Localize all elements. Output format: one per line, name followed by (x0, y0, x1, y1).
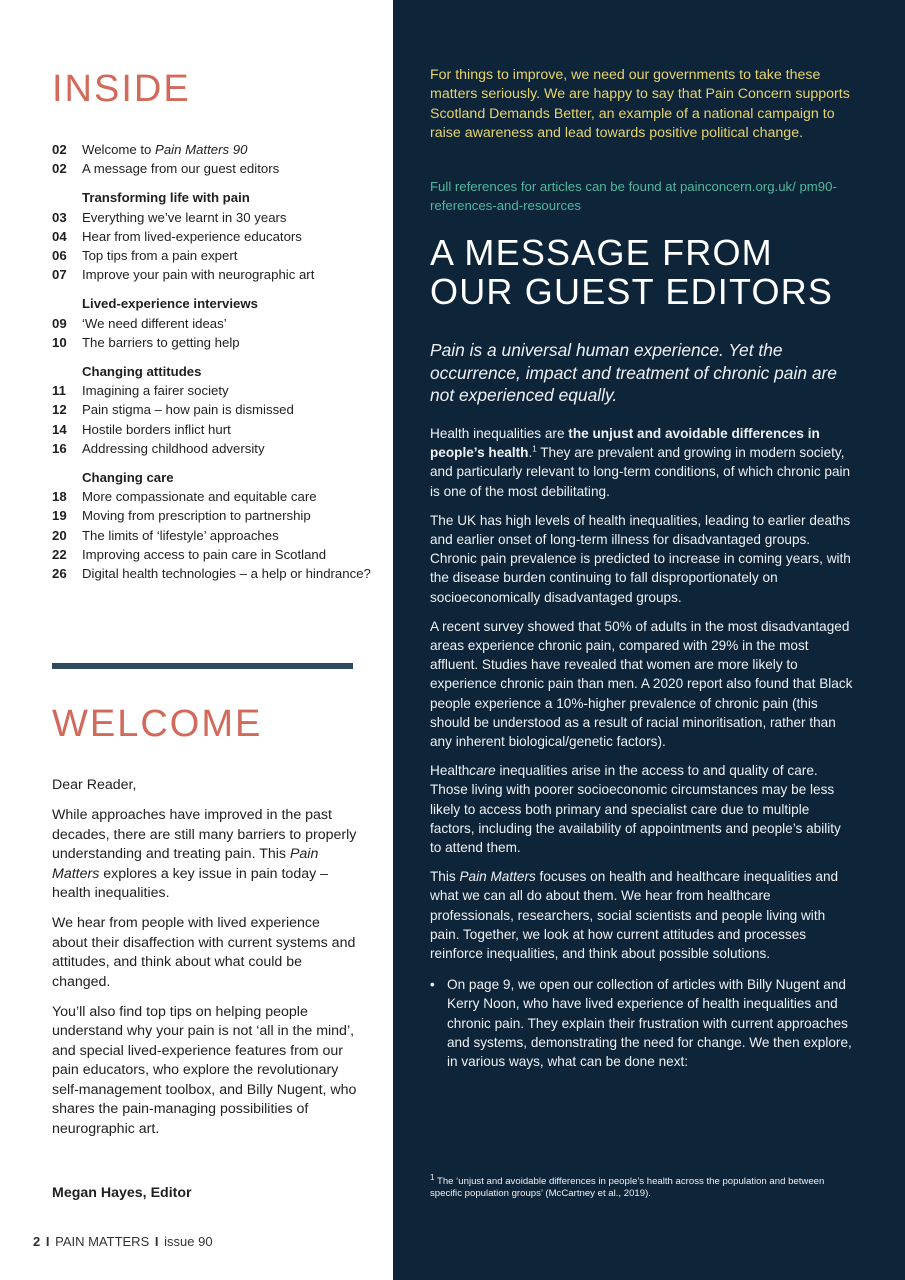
toc-page-number: 22 (52, 546, 67, 562)
toc-item-title: Everything we’ve learnt in 30 years (82, 209, 287, 225)
toc-section-heading: Changing attitudes (82, 364, 202, 380)
toc-item-title: ‘We need different ideas’ (82, 315, 227, 331)
toc-item[interactable] (52, 506, 372, 525)
bullet-icon: • (430, 977, 435, 993)
toc-section-heading: Lived-experience interviews (82, 296, 258, 312)
toc-item[interactable] (52, 400, 372, 419)
toc-item[interactable] (52, 159, 372, 178)
toc-item[interactable] (52, 526, 372, 545)
article-paragraph: The UK has high levels of health inequalities, leading to earlier deaths and earlier onset of long-term illness for disadvantaged groups. Chronic pain prevalence is predicted to increase in coming years, with the disease burden continuing to fall disproportionately on socioeconomically disadvantaged groups. (430, 512, 851, 605)
toc-item-title: A message from our guest editors (82, 161, 280, 177)
toc-item-title: Pain stigma – how pain is dismissed (82, 402, 294, 418)
toc-section-heading: Changing care (82, 470, 174, 486)
lead-paragraph: Pain is a universal human experience. Yet the occurrence, impact and treatment of chronic pain are not experienced equally. (430, 340, 837, 406)
toc-item-title: Moving from prescription to partnership (82, 508, 311, 524)
toc-page-number: 04 (52, 228, 67, 244)
toc-page-number: 10 (52, 334, 67, 350)
toc-page-number: 16 (52, 440, 67, 456)
toc-item-title: The barriers to getting help (82, 334, 240, 350)
toc-item[interactable] (52, 381, 372, 400)
editor-signature: Megan Hayes, Editor (52, 1185, 192, 1201)
magazine-name: PAIN MATTERS (55, 1234, 150, 1249)
toc-page-number: 02 (52, 142, 67, 157)
article-paragraph: Health inequalities are the unjust and avoidable differences in people’s health.$^1$ They are prevalent and growing in modern society, and particularly relevant to long-term conditions, of which chronic pain is one of the most debilitating. (430, 426, 851, 499)
table-of-contents (52, 140, 372, 583)
welcome-paragraph: We hear from people with lived experience about their disaffection with current systems and attitudes, and think about what could be changed. (52, 915, 356, 990)
welcome-paragraph: While approaches have improved in the past decades, there are still many barriers to properly understanding and treating pain. This Pain Matters explores a key issue in pain today – health inequalities. (52, 807, 357, 902)
toc-item[interactable] (52, 246, 372, 265)
toc-page-number: 11 (52, 383, 66, 399)
toc-page-number: 03 (52, 209, 67, 225)
references-link[interactable]: Full references for articles can be found at painconcern.org.uk/ pm90-references-and-resources (430, 179, 837, 213)
toc-page-number: 09 (52, 315, 67, 331)
toc-item[interactable] (52, 333, 372, 352)
toc-item[interactable] (52, 208, 372, 227)
toc-item-title: Digital health technologies – a help or hindrance? (82, 566, 371, 582)
toc-item-title: Addressing childhood adversity (82, 440, 265, 456)
toc-page-number: 06 (52, 248, 67, 264)
inside-title: INSIDE (52, 68, 191, 110)
intro-paragraph: For things to improve, we need our governments to take these matters seriously. We are happy to say that Pain Concern supports Scotland Demands Better, an example of a national campaign to raise awareness and lead towards positive political change. (430, 67, 850, 142)
toc-section-heading: Transforming life with pain (82, 190, 250, 206)
footer-separator: I (45, 1234, 50, 1249)
toc-item-title: Hear from lived-experience educators (82, 228, 302, 244)
welcome-paragraph: You’ll also find top tips on helping people understand why your pain is not ‘all in the mind’, and special lived-experience features from our pain educators, who explore the revolutionary self-management toolbox, and Billy Nugent, who shares the pain-managing possibilities of neurographic art. (52, 1004, 357, 1137)
toc-page-number: 20 (52, 527, 67, 543)
toc-item[interactable] (52, 420, 372, 439)
toc-item[interactable] (52, 487, 372, 506)
toc-page-number: 12 (52, 402, 67, 418)
article-paragraph: Healthcare inequalities arise in the access to and quality of care. Those living with poorer socioeconomic circumstances may be less likely to access both primary and specialist care due to multiple factors, including the availability of appointments and people’s ability to attend them. (430, 763, 841, 856)
toc-item-title: Improve your pain with neurographic art (82, 267, 315, 283)
toc-page-number: 26 (52, 566, 67, 582)
toc-page-number: 18 (52, 489, 67, 505)
issue-label: issue 90 (164, 1234, 213, 1249)
toc-item[interactable] (52, 227, 372, 246)
article-paragraph: A recent survey showed that 50% of adults in the most disadvantaged areas experience chronic pain, compared with 29% in the most affluent. Studies have revealed that women are more likely to experience chronic pain than men. A 2020 report also found that Black people experience a 10%-higher prevalence of chronic pain (this should be understood as a result of racial minoritisation, rather than any inherent biological/genetic factors). (430, 618, 853, 750)
article-paragraph: This Pain Matters focuses on health and healthcare inequalities and what we can all do about them. We hear from healthcare professionals, researchers, social scientists and people living with pain. Together, we look at how current attitudes and processes reinforce inequalities, and think about possible solutions. (430, 869, 839, 962)
toc-item-title: Hostile borders inflict hurt (82, 421, 231, 437)
toc-item-title: Imagining a fairer society (82, 383, 229, 399)
toc-item-title: Welcome to Pain Matters 90 (82, 142, 248, 157)
toc-item-title: Improving access to pain care in Scotland (82, 546, 327, 562)
left-column (0, 0, 393, 1280)
toc-item[interactable] (52, 564, 372, 583)
guest-editors-title: A MESSAGE FROM OUR GUEST EDITORS (430, 232, 834, 312)
page-footer (33, 1234, 213, 1249)
article-body (430, 424, 855, 1071)
toc-page-number: 14 (52, 421, 67, 437)
section-divider (52, 663, 353, 669)
toc-item[interactable] (52, 545, 372, 564)
welcome-greeting: Dear Reader, (52, 777, 137, 793)
toc-page-number: 07 (52, 267, 67, 283)
welcome-letter (52, 776, 357, 1150)
toc-item[interactable] (52, 439, 372, 458)
toc-item-title: The limits of ‘lifestyle’ approaches (82, 527, 279, 543)
footnote: $^1$ The ‘unjust and avoidable differences in people’s health across the population and between specific population groups’ (McCartney et al., 2019). (430, 1172, 825, 1200)
toc-item[interactable] (52, 314, 372, 333)
page-number: 2 (33, 1234, 41, 1249)
toc-item-title: More compassionate and equitable care (82, 489, 317, 505)
toc-page-number: 02 (52, 161, 67, 177)
footer-separator: I (154, 1234, 159, 1249)
toc-item-title: Top tips from a pain expert (82, 248, 238, 264)
bullet-item (430, 975, 855, 1071)
welcome-title: WELCOME (52, 703, 263, 745)
toc-item[interactable] (52, 265, 372, 284)
toc-item[interactable] (52, 140, 372, 159)
bullet-text: On page 9, we open our collection of articles with Billy Nugent and Kerry Noon, who have lived experience of health inequalities and chronic pain. They explain their frustration with current approaches and systems, demonstrating the need for change. We then explore, in various ways, what can be done next: (447, 977, 852, 1070)
toc-page-number: 19 (52, 508, 67, 524)
